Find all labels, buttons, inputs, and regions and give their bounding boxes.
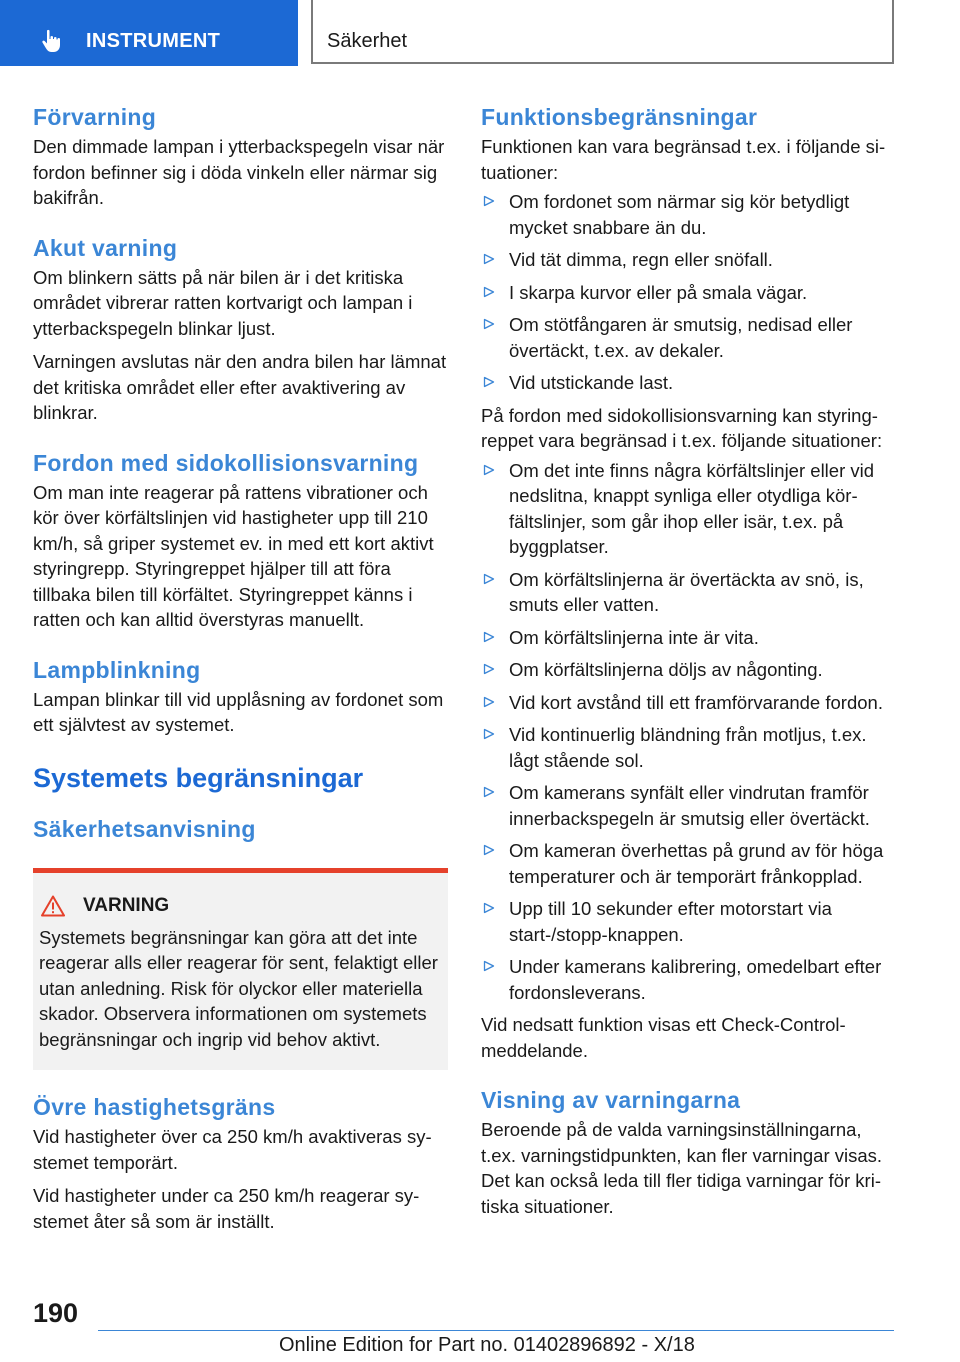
list-item-text: Om körfältslinjerna döljs av någonting. [509,659,823,680]
footer-edition-text: Online Edition for Part no. 01402896892 - X/18 [279,1334,695,1356]
paragraph-ovre-2: Vid hastigheter under ca 250 km/h reagerar systemet åter så som är inställt. [33,1185,420,1232]
bullet-triangle-icon [483,844,495,856]
footer-divider [98,1330,894,1331]
paragraph-visning: Beroende på de valda varningsinställningarna, t.ex. varningstidpunkten, kan fler varningar visas. Det kan också leda till fler tidiga varningar för kritiska situationer. [481,1119,883,1217]
list-item-text: Under kamerans kalibrering, omedelbart efter fordonsleverans. [509,956,882,1003]
right-column [481,100,894,1219]
bullet-triangle-icon [483,902,495,914]
list-item-text: Vid tät dimma, regn eller snöfall. [509,249,773,270]
list-item [481,838,894,889]
heading-sakerhetsanvisning: Säkerhetsanvisning [33,815,256,842]
hand-pointer-icon [40,28,66,54]
list-item-text: Om fordonet som närmar sig kör betydligt mycket snabbare än du. [509,191,850,238]
page-number: 190 [33,1298,79,1328]
heading-sidokollision: Fordon med sidokollisionsvarning [33,449,419,476]
list-styringrepp-begransningar [481,458,894,1006]
list-item-text: I skarpa kurvor eller på smala vägar. [509,281,808,303]
paragraph-sidokollision: Om man inte reagerar på rattens vibrationer och kör över körfältslinjen vid hastigheter upp till 210 km/h, så griper systemet ev. in med ett kort aktivt styringrepp. Styringreppet hjälper till att föra tillbaka bilen till körfältet. Styringreppet känns i ratten och kan alltid överstyras manuellt. [33,481,434,630]
chapter-tab[interactable] [0,0,298,66]
bullet-triangle-icon [483,286,495,298]
heading-forvarning: Förvarning [33,104,157,130]
bullet-triangle-icon [483,253,495,265]
list-item-text: Vid kort avstånd till ett framförvarande fordon. [509,691,883,713]
bullet-triangle-icon [483,663,495,675]
heading-ovre-hastighetsgrans: Övre hastighetsgräns [33,1094,276,1120]
list-item-text: Vid kontinuerlig bländning från motljus, t.ex. lågt stående sol. [509,724,867,771]
bullet-triangle-icon [483,631,495,643]
paragraph-lampblinkning: Lampan blinkar till vid upplåsning av fordonet som ett självtest av systemet. [33,688,444,735]
list-item-text: Upp till 10 sekunder efter motorstart via start-/stopp-knappen. [509,898,832,945]
bullet-triangle-icon [483,696,495,708]
list-item [481,896,894,947]
bullet-triangle-icon [483,728,495,740]
heading-lampblinkning: Lampblinkning [33,656,201,683]
section-label: Säkerhet [327,30,408,52]
chapter-tab-label: INSTRUMENT [86,30,221,52]
list-item [481,370,894,396]
list-item [481,189,894,240]
paragraph-funk-intro: Funktionen kan vara begränsad t.ex. i följande situationer: [481,136,886,183]
list-item [481,954,894,1005]
bullet-triangle-icon [483,573,495,585]
bullet-triangle-icon [483,786,495,798]
list-item-text: Om körfältslinjerna inte är vita. [509,626,759,648]
paragraph-akut-1: Om blinkern sätts på när bilen är i det kritiska området vibrerar ratten kortvarigt och lampan i ytterbackspegeln blinkar ljust. [33,266,413,339]
list-item [481,567,894,618]
warning-triangle-icon [41,895,65,917]
paragraph-check-control: Vid nedsatt funktion visas ett Check-Control-meddelande. [481,1014,846,1061]
paragraph-akut-2: Varningen avslutas när den andra bilen har lämnat det kritiska området eller efter avaktivering av blinkrar. [33,351,447,423]
bullet-triangle-icon [483,464,495,476]
warning-title: VARNING [83,894,170,916]
warning-text: Systemets begränsningar kan göra att det inte reagerar alls eller reagerar för sent, felaktigt eller utan anledning. Risk för olyckor eller materiella skador. Observera informationen om systemets begränsningar och ingrip vid behov aktivt. [39,926,438,1050]
list-item [481,458,894,560]
list-item [481,247,894,273]
bullet-triangle-icon [483,195,495,207]
list-item-text: Om kamerans synfält eller vindrutan framför innerbackspegeln är smutsig eller övertäckt. [509,782,870,829]
heading-systemets-begransningar: Systemets begränsningar [33,762,364,793]
list-funktionsbegransningar [481,189,894,396]
heading-visning-av-varningarna: Visning av varningarna [481,1087,741,1113]
left-column [33,100,448,1234]
list-item [481,780,894,831]
list-item-text: Vid utstickande last. [509,372,674,393]
section-heading-box [311,0,894,64]
list-item-text: Om stötfångaren är smutsig, nedisad eller övertäckt, t.ex. av dekaler. [509,314,853,361]
list-item [481,625,894,651]
list-item-text: Om kameran överhettas på grund av för höga temperaturer och är temporärt frånkopplad. [509,840,884,887]
paragraph-ovre-1: Vid hastigheter över ca 250 km/h avaktiveras systemet temporärt. [33,1126,432,1173]
list-item-text: Om körfältslinjerna är övertäckta av snö, is, smuts eller vatten. [509,568,864,615]
paragraph-forvarning: Den dimmade lampan i ytterbackspegeln visar när fordon befinner sig i döda vinkeln eller närmar sig bakifrån. [33,136,445,208]
bullet-triangle-icon [483,960,495,972]
page-header [0,0,960,66]
paragraph-styr-intro: På fordon med sidokollisionsvarning kan styringreppet vara begränsad i t.ex. följande situationer: [481,404,883,451]
list-item-text: Om det inte finns några körfältslinjer eller vid nedslitna, knappt synliga eller otydliga körfältslinjer, som går ihop eller isär, t.ex. på byggplatser. [509,459,875,557]
list-item [481,722,894,773]
list-item [481,280,894,306]
heading-akut-varning: Akut varning [33,234,178,261]
heading-funktionsbegransningar: Funktionsbegränsningar [481,104,758,130]
warning-box [33,868,448,1071]
list-item [481,312,894,363]
list-item [481,690,894,716]
list-item [481,657,894,683]
bullet-triangle-icon [483,376,495,388]
bullet-triangle-icon [483,318,495,330]
